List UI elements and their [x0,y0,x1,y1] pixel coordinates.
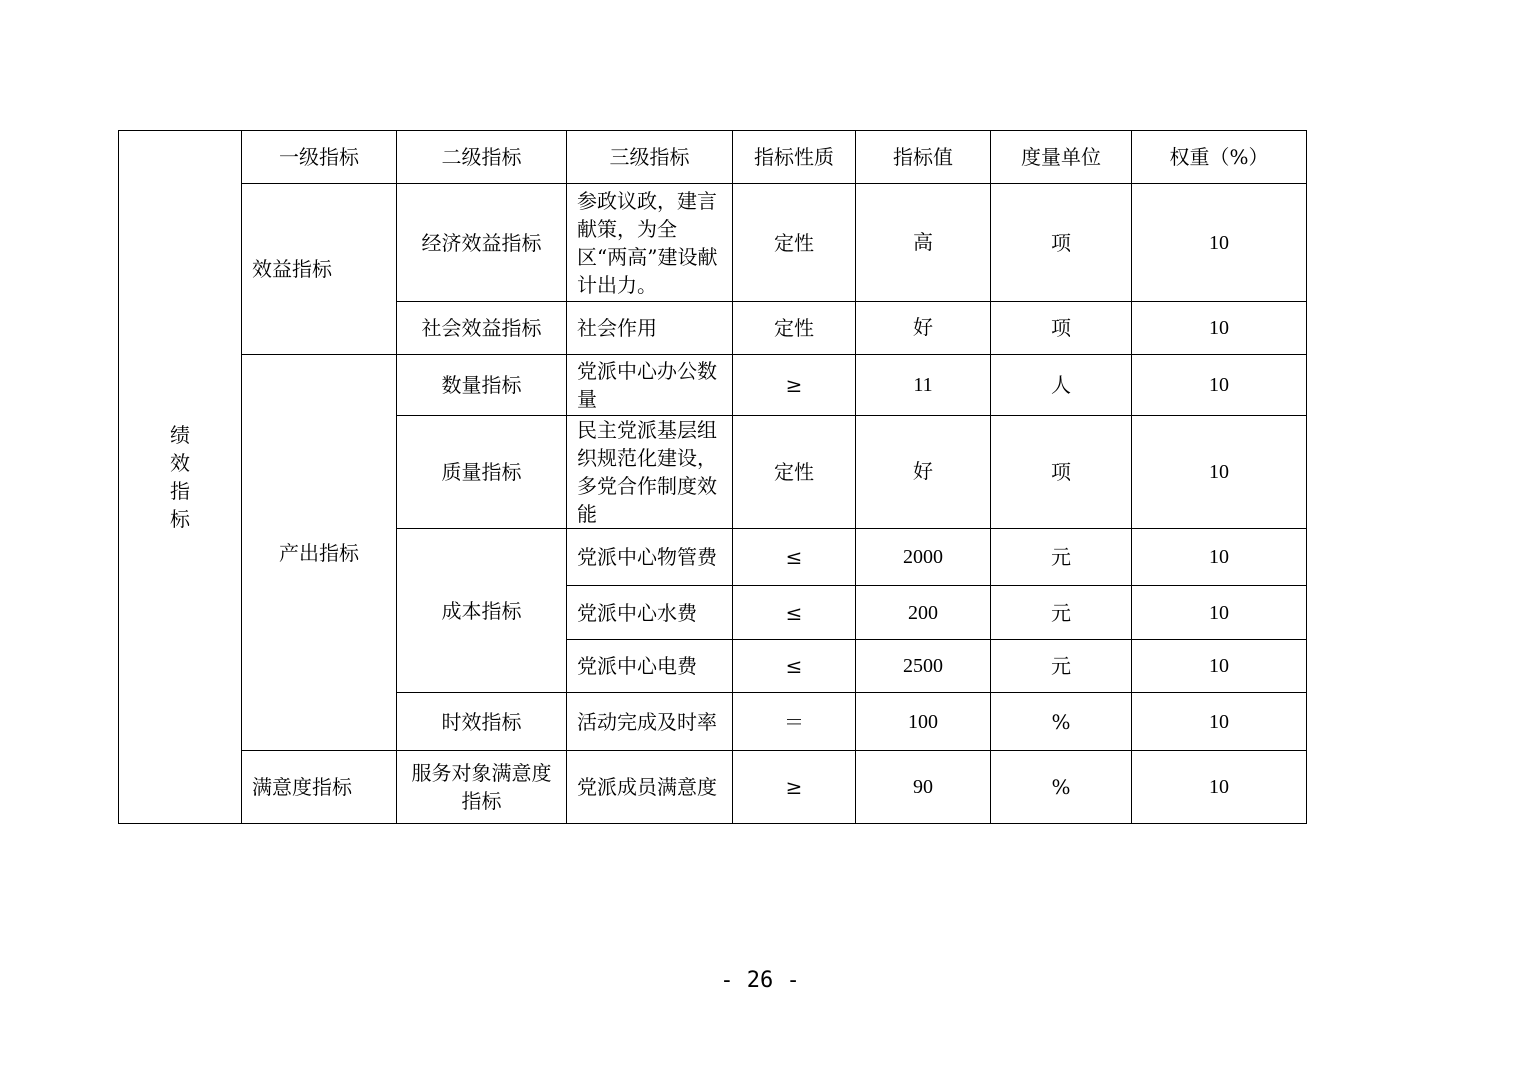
level3-cell: 党派中心办公数量 [567,355,733,416]
nature-cell: ≤ [733,529,856,586]
unit-cell: 项 [991,416,1132,529]
header-level2: 二级指标 [397,131,567,184]
unit-cell: 人 [991,355,1132,416]
level2-cell: 时效指标 [397,693,567,751]
level2-cell: 成本指标 [397,529,567,693]
weight-cell: 10 [1132,416,1307,529]
level3-cell: 参政议政，建言献策，为全区“两高”建设献计出力。 [567,184,733,302]
value-cell: 100 [856,693,991,751]
level3-cell: 社会作用 [567,302,733,355]
level3-cell: 党派中心电费 [567,640,733,693]
nature-cell: ＝ [733,693,856,751]
level3-cell: 民主党派基层组织规范化建设，多党合作制度效能 [567,416,733,529]
value-cell: 11 [856,355,991,416]
group-benefit: 效益指标 [242,184,397,355]
nature-cell: ≤ [733,640,856,693]
unit-cell: 元 [991,586,1132,640]
nature-cell: ≥ [733,355,856,416]
table-row [119,751,1307,824]
side-label-cell [119,131,242,824]
performance-indicator-table [118,130,1307,824]
weight-cell: 10 [1132,302,1307,355]
weight-cell: 10 [1132,529,1307,586]
nature-cell: ≥ [733,751,856,824]
level3-cell: 党派中心水费 [567,586,733,640]
nature-cell: ≤ [733,586,856,640]
level3-cell: 党派成员满意度 [567,751,733,824]
unit-cell: 元 [991,529,1132,586]
header-weight: 权重（%） [1132,131,1307,184]
nature-cell: 定性 [733,184,856,302]
weight-cell: 10 [1132,751,1307,824]
nature-cell: 定性 [733,302,856,355]
weight-cell: 10 [1132,586,1307,640]
unit-cell: 元 [991,640,1132,693]
page-number: - 26 - [720,968,800,993]
table-row [119,184,1307,302]
group-output: 产出指标 [242,355,397,751]
level2-cell: 质量指标 [397,416,567,529]
unit-cell: % [991,693,1132,751]
header-level3: 三级指标 [567,131,733,184]
value-cell: 90 [856,751,991,824]
level2-cell: 社会效益指标 [397,302,567,355]
weight-cell: 10 [1132,693,1307,751]
table-row [119,355,1307,416]
nature-cell: 定性 [733,416,856,529]
weight-cell: 10 [1132,355,1307,416]
unit-cell: 项 [991,302,1132,355]
unit-cell: % [991,751,1132,824]
weight-cell: 10 [1132,640,1307,693]
value-cell: 好 [856,416,991,529]
level3-cell: 党派中心物管费 [567,529,733,586]
level2-cell: 经济效益指标 [397,184,567,302]
header-value: 指标值 [856,131,991,184]
value-cell: 2000 [856,529,991,586]
value-cell: 高 [856,184,991,302]
weight-cell: 10 [1132,184,1307,302]
header-nature: 指标性质 [733,131,856,184]
level2-cell: 数量指标 [397,355,567,416]
unit-cell: 项 [991,184,1132,302]
header-level1: 一级指标 [242,131,397,184]
header-unit: 度量单位 [991,131,1132,184]
group-satisfaction: 满意度指标 [242,751,397,824]
value-cell: 好 [856,302,991,355]
value-cell: 200 [856,586,991,640]
level2-cell: 服务对象满意度指标 [397,751,567,824]
level3-cell: 活动完成及时率 [567,693,733,751]
value-cell: 2500 [856,640,991,693]
header-row [119,131,1307,184]
side-label: 绩效指标 [170,423,190,531]
